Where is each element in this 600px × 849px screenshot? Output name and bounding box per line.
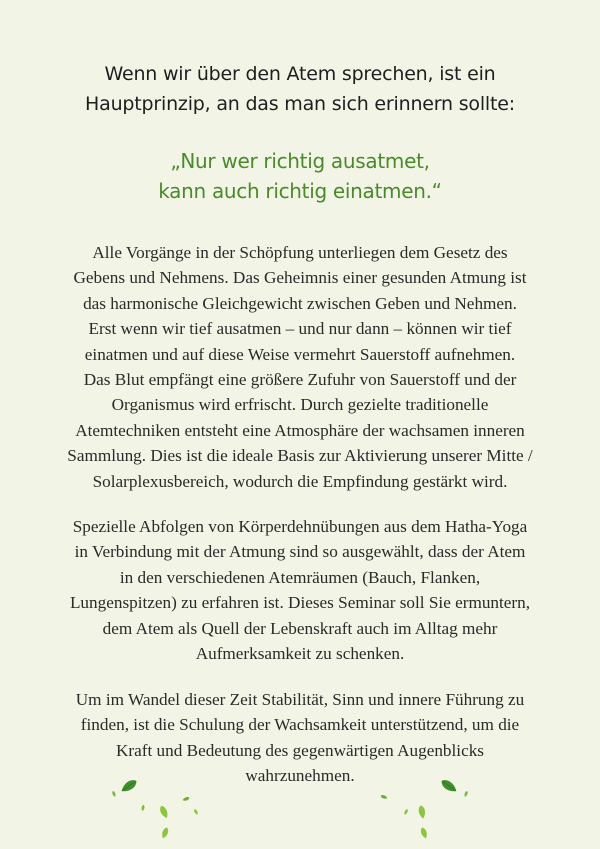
quote-line-1: „Nur wer richtig ausatmet, [170,149,430,173]
leaf-icon [141,805,145,812]
key-quote [30,146,570,206]
paragraph-line: in den verschiedenen Atemräumen (Bauch, Flanken, [119,567,481,587]
paragraph-line: Gebens und Nehmens. Das Geheimnis einer gesunden Atmung ist [73,268,527,288]
leaf-icon [419,827,428,840]
paragraph-line: das harmonische Gleichgewicht zwischen Geben und Nehmen. [83,293,517,313]
paragraph-line: finden, ist die Schulung der Wachsamkeit unterstützend, um die [80,715,520,735]
paragraph-breathing-principle [22,240,578,494]
leaf-icon [418,805,426,819]
paragraph-line: dem Atem als Quell der Lebenskraft auch im Alltag mehr [102,618,498,638]
paragraph-line: einatmen und auf diese Weise vermehrt Sauerstoff aufnehmen. [84,344,516,364]
paragraph-line: Alle Vorgänge in der Schöpfung unterliegen dem Gesetz des [92,243,508,262]
paragraph-line: wahrzunehmen. [245,766,355,786]
leaf-icon [160,827,169,840]
paragraph-line: in Verbindung mit der Atmung sind so ausgewählt, dass der Atem [74,542,526,562]
heading-line-2: Hauptprinzip, an das man sich erinnern sollte: [85,93,515,115]
leaf-icon [464,791,469,798]
paragraph-line: Lungenspitzen) zu erfahren ist. Dieses Seminar soll Sie ermuntern, [69,593,531,613]
leaf-icon [182,796,190,802]
paragraph-mindfulness [22,687,578,789]
leaf-icon [380,794,388,800]
paragraph-line: Organismus wird erfrischt. Durch gezielte traditionelle [111,395,489,415]
paragraph-hatha-yoga [22,514,578,666]
paragraph-line: Atemtechniken entsteht eine Atmosphäre der wachsamen inneren [75,420,525,440]
heading-line-1: Wenn wir über den Atem sprechen, ist ein [104,63,496,85]
paragraph-line: Solarplexusbereich, wodurch die Empfindung gestärkt wird. [92,471,508,491]
paragraph-line: Aufmerksamkeit zu schenken. [195,644,405,664]
leaf-icon [158,805,169,820]
leaf-icon [112,791,117,798]
leaf-icon [403,809,408,816]
paragraph-line: Sammlung. Dies ist die ideale Basis zur Aktivierung unserer Mitte / [67,446,533,466]
leaf-icon [193,809,199,816]
paragraph-line: Kraft und Bedeutung des gegenwärtigen Augenblicks [115,740,484,760]
paragraph-line: Das Blut empfängt eine größere Zufuhr von Sauerstoff und der [83,370,517,390]
paragraph-line: Spezielle Abfolgen von Körperdehnübungen aus dem Hatha-Yoga [72,517,528,536]
intro-heading [30,59,570,119]
paragraph-line: Um im Wandel dieser Zeit Stabilität, Sinn und innere Führung zu [75,690,525,709]
quote-line-2: kann auch richtig einatmen.“ [158,179,442,203]
paragraph-line: Erst wenn wir tief ausatmen – und nur dann – können wir tief [88,319,512,339]
